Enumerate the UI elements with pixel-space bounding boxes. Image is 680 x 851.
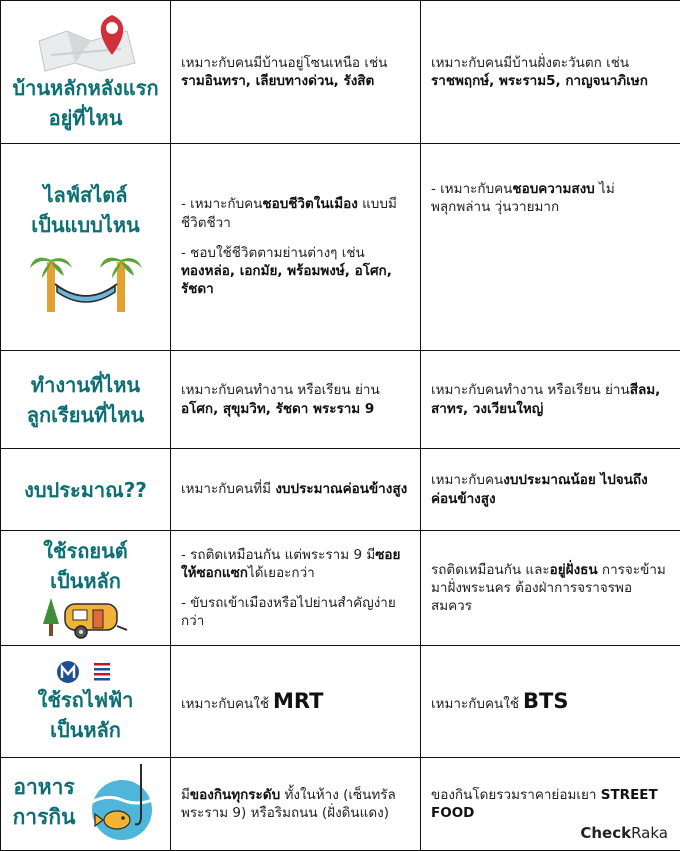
cell-paragraph: [181, 54, 410, 90]
hammock-palm-trees-icon: [30, 248, 142, 314]
mrt-bts-logo-icon: [56, 659, 116, 685]
left-cell: [171, 758, 421, 851]
right-cell: [421, 144, 680, 351]
right-cell: [421, 1, 680, 144]
row-work-school: [1, 351, 680, 449]
text: - ชอบใช้ชีวิตตามย่านต่างๆ เช่น: [181, 245, 365, 261]
row-title: ใช้รถไฟฟ้า เป็นหลัก: [11, 685, 160, 745]
cell-paragraph: [181, 195, 410, 231]
cell-paragraph: [431, 381, 670, 417]
text: - เหมาะกับคน: [181, 196, 262, 212]
cell-paragraph: [181, 594, 410, 630]
bold-text: ซอยให้ซอกแซก: [181, 547, 400, 581]
row-title: อาหาร การกิน: [9, 772, 79, 833]
text: เหมาะกับคนที่มี: [181, 481, 275, 497]
bold-text: STREET FOOD: [431, 787, 658, 821]
checkraka-logo: [580, 824, 668, 842]
cell-paragraph: [431, 786, 670, 822]
cell-paragraph: [181, 687, 410, 715]
right-cell: [421, 646, 680, 758]
bold-text: ของกินทุกระดับ: [190, 787, 280, 803]
bold-text: ทองหล่อ, เอกมัย, พร้อมพงษ์, อโศก, รัชดา: [181, 263, 392, 297]
row-header-main-home: [1, 1, 171, 144]
text: เหมาะกับคน: [431, 472, 503, 488]
text: เหมาะกับคนทำงาน หรือเรียน ย่าน: [181, 382, 380, 398]
logo-bold: Check: [580, 824, 631, 842]
right-cell: [421, 351, 680, 449]
bold-text: อยู่ฝั่งธน: [550, 562, 598, 578]
text: เหมาะกับคนใช้: [181, 696, 269, 712]
row-header-lifestyle: [1, 144, 171, 351]
cell-paragraph: [431, 54, 670, 90]
cell-paragraph: [431, 471, 670, 507]
text: การจะข้ามมาฝั่งพระนคร ต้องฝ่าการจราจรพอสมควร: [431, 562, 666, 614]
bold-text: อโศก, สุขุมวิท, รัชดา พระราม 9: [181, 401, 374, 417]
text: แบบมีชีวิตชีวา: [181, 196, 397, 230]
bold-text: ราชพฤกษ์, พระราม5, กาญจนาภิเษก: [431, 73, 648, 89]
left-cell: [171, 1, 421, 144]
cell-paragraph: [431, 180, 670, 216]
row-header-food: [1, 758, 171, 851]
large-text: BTS: [523, 689, 568, 713]
cell-paragraph: [181, 244, 410, 299]
map-pin-icon: [31, 11, 141, 73]
row-header-train: [1, 646, 171, 758]
bold-text: ชอบความสงบ: [512, 181, 594, 197]
cell-paragraph: [431, 687, 670, 715]
left-cell: [171, 449, 421, 531]
bold-text: สีลม, สาทร, วงเวียนใหญ่: [431, 382, 660, 416]
row-train: [1, 646, 680, 758]
row-header-work-school: [1, 351, 171, 449]
row-title: บ้านหลักหลังแรก อยู่ที่ไหน: [11, 73, 160, 133]
text: เหมาะกับคนมีบ้านอยู่โซนเหนือ เช่น: [181, 55, 387, 71]
row-food: [1, 758, 680, 851]
right-cell: [421, 449, 680, 531]
row-car: [1, 531, 680, 646]
left-cell: [171, 351, 421, 449]
text: มี: [181, 787, 190, 803]
text: ของกินโดยรวมราคาย่อมเยา: [431, 787, 601, 803]
cell-paragraph: [181, 546, 410, 582]
text: - รถติดเหมือนกัน แต่พระราม 9 มี: [181, 547, 375, 563]
text: ไม่พลุกพล่าน วุ่นวายมาก: [431, 181, 615, 215]
row-budget: [1, 449, 680, 531]
row-main-home: [1, 1, 680, 144]
fish-hook-icon: [83, 764, 161, 842]
row-title: ไลฟ์สไตล์ เป็นแบบไหน: [11, 180, 160, 240]
row-header-car: [1, 531, 171, 646]
row-title: งบประมาณ??: [11, 475, 160, 505]
left-cell: [171, 144, 421, 351]
row-title: ทำงานที่ไหน ลูกเรียนที่ไหน: [11, 370, 160, 430]
bold-text: ชอบชีวิตในเมือง: [262, 196, 357, 212]
large-text: MRT: [273, 689, 323, 713]
text: เหมาะกับคนมีบ้านฝั่งตะวันตก เช่น: [431, 55, 629, 71]
bold-text: งบประมาณน้อย ไปจนถึงค่อนข้างสูง: [431, 472, 648, 506]
right-cell: [421, 531, 680, 646]
left-cell: [171, 646, 421, 758]
row-header-budget: [1, 449, 171, 531]
text: เหมาะกับคนทำงาน หรือเรียน ย่าน: [431, 382, 630, 398]
text: รถติดเหมือนกัน และ: [431, 562, 550, 578]
left-cell: [171, 531, 421, 646]
bold-text: รามอินทรา, เลียบทางด่วน, รังสิต: [181, 73, 374, 89]
logo-normal: Raka: [631, 824, 668, 842]
text: ได้เยอะกว่า: [248, 565, 315, 581]
text: ทั้งในห้าง (เซ็นทรัล พระราม 9) หรือริมถนน (ฝั่งดินแดง): [181, 787, 396, 821]
text: - ขับรถเข้าเมืองหรือไปย่านสำคัญง่ายกว่า: [181, 595, 396, 629]
cell-paragraph: [431, 561, 670, 616]
cell-paragraph: [181, 381, 410, 417]
bold-text: งบประมาณค่อนข้างสูง: [275, 481, 407, 497]
text: - เหมาะกับคน: [431, 181, 512, 197]
cell-paragraph: [181, 786, 410, 822]
cell-paragraph: [181, 480, 410, 498]
camper-trailer-icon: [41, 596, 131, 640]
text: เหมาะกับคนใช้: [431, 696, 519, 712]
row-lifestyle: [1, 144, 680, 351]
row-title: ใช้รถยนต์ เป็นหลัก: [11, 536, 160, 596]
